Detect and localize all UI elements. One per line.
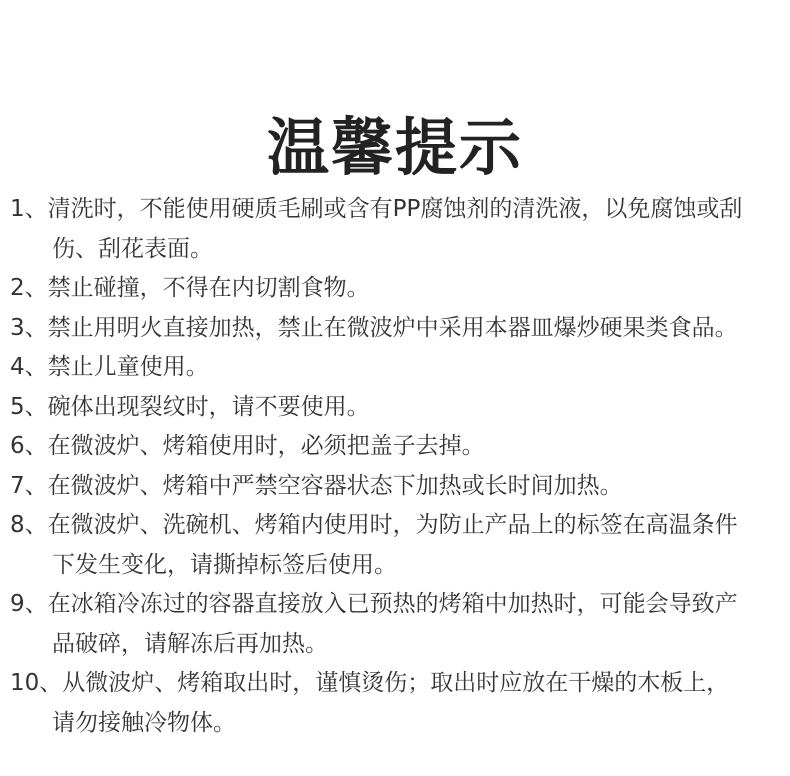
tip-item-10 — [10, 664, 785, 704]
tip-number: 5、 — [10, 393, 48, 420]
tip-text-line: 在微波炉、洗碗机、烤箱内使用时，为防止产品上的标签在高温条件 — [47, 512, 738, 538]
tip-number: 2、 — [10, 275, 48, 301]
tip-text-line: 清洗时，不能使用硬质毛刷或含有PP腐蚀剂的清洗液，以免腐蚀或刮 — [47, 196, 743, 222]
tip-number: 3、 — [10, 314, 48, 341]
tip-text-line: 禁止碰撞，不得在内切割食物。 — [47, 275, 370, 301]
tip-item-1 — [10, 190, 785, 230]
tip-text-line: 禁止用明火直接加热，禁止在微波炉中采用本器皿爆炒硬果类食品。 — [47, 314, 738, 341]
tip-text-line: 在冰箱冷冻过的容器直接放入已预热的烤箱中加热时，可能会导致产 — [47, 591, 738, 617]
tip-item-9-continued — [10, 625, 785, 665]
tip-text-line: 从微波炉、烤箱取出时，谨慎烫伤；取出时应放在干燥的木板上， — [62, 670, 730, 696]
tip-item-8 — [10, 506, 785, 546]
tip-text-line: 品破碎，请解冻后再加热。 — [52, 630, 328, 657]
tip-text-line: 碗体出现裂纹时，请不要使用。 — [47, 393, 370, 420]
tip-item-6 — [10, 427, 785, 467]
tip-item-8-continued — [10, 546, 785, 586]
tip-number: 1、 — [10, 196, 48, 222]
tip-text-line: 禁止儿童使用。 — [47, 354, 209, 380]
tip-text-line: 在微波炉、烤箱中严禁空容器状态下加热或长时间加热。 — [47, 472, 623, 499]
tip-item-4 — [10, 348, 785, 388]
tip-item-9 — [10, 585, 785, 625]
tip-text — [48, 190, 743, 230]
tip-number: 9、 — [10, 591, 48, 617]
page-title: 温馨提示 — [266, 110, 523, 184]
tip-item-1-continued — [10, 230, 785, 270]
tip-number: 4、 — [10, 354, 48, 380]
tip-item-2 — [10, 269, 785, 309]
tip-item-5 — [10, 388, 785, 428]
tip-item-10-continued — [10, 704, 785, 744]
tip-number: 6、 — [10, 433, 48, 459]
tip-item-7 — [10, 467, 785, 507]
tip-number: 8、 — [10, 512, 48, 538]
tip-number: 7、 — [10, 472, 48, 499]
tips-list — [10, 190, 785, 743]
tip-item-3 — [10, 309, 785, 349]
tip-text-line: 在微波炉、烤箱使用时，必须把盖子去掉。 — [47, 433, 485, 459]
tip-text-line: 下发生变化，请撕掉标签后使用。 — [52, 551, 397, 578]
tip-text-line: 请勿接触冷物体。 — [52, 709, 236, 736]
tip-text-line: 伤、刮花表面。 — [52, 235, 213, 262]
tip-number: 10、 — [10, 670, 63, 696]
